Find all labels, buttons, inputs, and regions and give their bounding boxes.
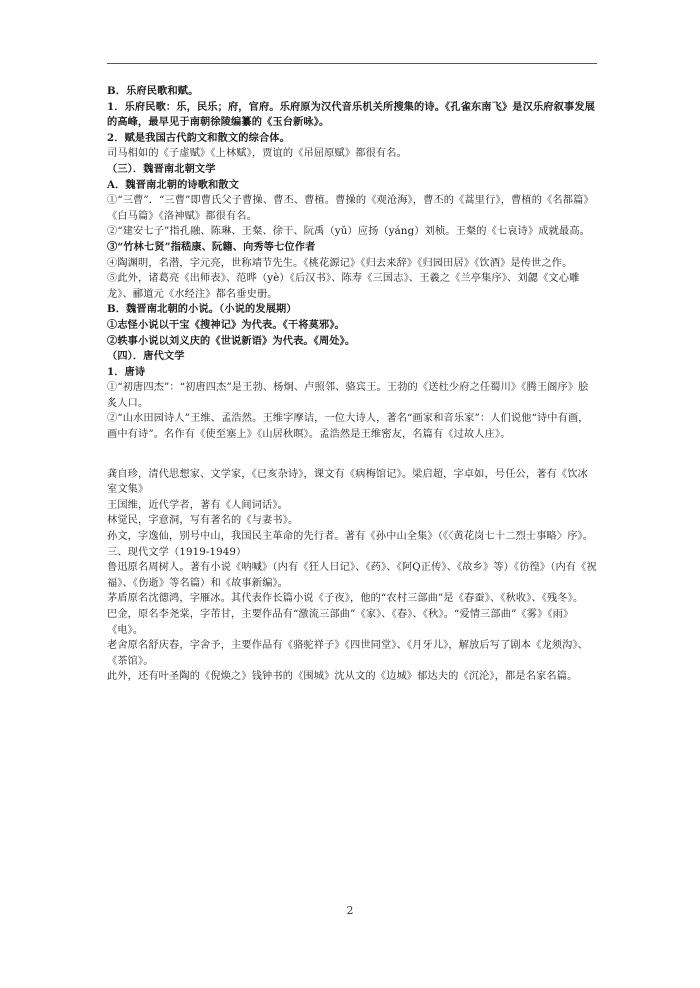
paragraph: ①“三曹”．“三曹”即曹氏父子曹操、曹丕、曹植。曹操的《观沧海》，曹丕的《蒿里行》，曹植的《名都篇》《白马篇》《洛神赋》都很有名。 (107, 195, 594, 222)
paragraph: ①“初唐四杰”：“初唐四杰”是王勃、杨炯、卢照邻、骆宾王。王勃的《送杜少府之任蜀川》《腾王阁序》脍炙人口。 (107, 382, 589, 409)
paragraph: 茅盾原名沈德鸿，字雁冰。其代表作长篇小说《子夜》，他的“农村三部曲”是《春蚕》、《秋收》、《残冬》。 (107, 593, 584, 605)
paragraph: ①志怪小说以干宝《搜神记》为代表。《干将莫邪》。 (107, 318, 345, 331)
paragraph: 孙文，字逸仙，别号中山，我国民主革命的先行者。著有《孙中山全集》（《〈黄花岗七十二烈士事略〉序》。 (107, 531, 594, 543)
section-heading: 三、现代文学（1919-1949） (107, 546, 247, 558)
section-heading: B．乐府民歌和赋。 (107, 85, 199, 97)
header-rule (107, 63, 597, 64)
section-heading: B．魏晋南北朝的小说。（小说的发展期） (107, 303, 297, 316)
paragraph: ④陶渊明，名潜，字元亮，世称靖节先生。《桃花源记》《归去来辞》《归园田居》《饮酒》是传世之作。 (107, 257, 573, 269)
paragraph: ②“山水田园诗人”王维、孟浩然。王维字摩诘，一位大诗人，著名“画家和音乐家”：人们说他“诗中有画，画中有诗”。名作有《使至塞上》《山居秋暝》。孟浩然是王维密友，名篇有《过故人庄》。 (107, 413, 589, 441)
paragraph: ③“竹林七贤”指嵇康、阮籍、向秀等七位作者 (107, 240, 316, 253)
paragraph: 龚自珍，清代思想家、文学家，《已亥杂诗》，课文有《病梅馆记》。梁启超，字卓如，号任公，著有《饮冰室文集》 (107, 468, 588, 496)
document-body (107, 84, 597, 685)
page-number: 2 (346, 904, 354, 917)
section-heading: 1．唐诗 (107, 365, 146, 378)
paragraph: 2．赋是我国古代韵文和散文的综合体。 (107, 131, 290, 144)
section-heading: （四）．唐代文学 (107, 350, 185, 363)
paragraph: ②“建安七子”指孔融、陈琳、王粲、徐干、阮禹（yǔ）应扬（yáng）刘桢。王粲的《七哀诗》成就最高。 (107, 226, 591, 238)
section-heading: （三）．魏晋南北朝文学 (107, 162, 216, 175)
paragraph: 1．乐府民歌：乐，民乐；府，官府。乐府原为汉代音乐机关所搜集的诗。《孔雀东南飞》是汉乐府叙事发展的高峰，最早见于南朝徐陵编纂的《玉台新咏》。 (107, 100, 595, 129)
paragraph: 林觉民，字意洞，写有著名的《与妻书》。 (107, 515, 299, 527)
paragraph: 鲁迅原名周树人。著有小说《呐喊》（内有《狂人日记》、《药》、《阿Q正传》、《故乡》等）《彷徨》（内有《祝福》、《伤逝》等名篇）和《故事新编》。 (107, 562, 597, 589)
paragraph: 老舍原名舒庆春，字舍予，主要作品有《骆驼祥子》《四世同堂》、《月牙儿》，解放后写了剧本《龙须沟》、《茶馆》。 (107, 640, 589, 667)
paragraph: 王国维，近代学者，著有《人间词话》。 (107, 499, 288, 511)
section-heading: A．魏晋南北朝的诗歌和散文 (107, 178, 240, 191)
paragraph: ②轶事小说以刘义庆的《世说新语》为代表。《周处》。 (107, 334, 356, 347)
paragraph: ⑤此外，诸葛亮《出师表》、范晔（yè）《后汉书》、陈寿《三国志》、王羲之《兰亭集序》、刘勰《文心雕龙》、郦道元《水经注》都名垂史册。 (107, 273, 580, 300)
paragraph: 此外，还有叶圣陶的《倪焕之》钱钟书的《围城》沈从文的《边城》郁达夫的《沉沦》，都是名家名篇。 (107, 671, 578, 683)
paragraph: 巴金，原名李尧棠，字芾甘，主要作品有“激流三部曲”《家》、《春》、《秋》。“爱情三部曲”《雾》《雨》《电》。 (107, 609, 574, 636)
paragraph: 司马相如的《子虚赋》《上林赋》，贾谊的《吊屈原赋》都很有名。 (107, 148, 407, 160)
